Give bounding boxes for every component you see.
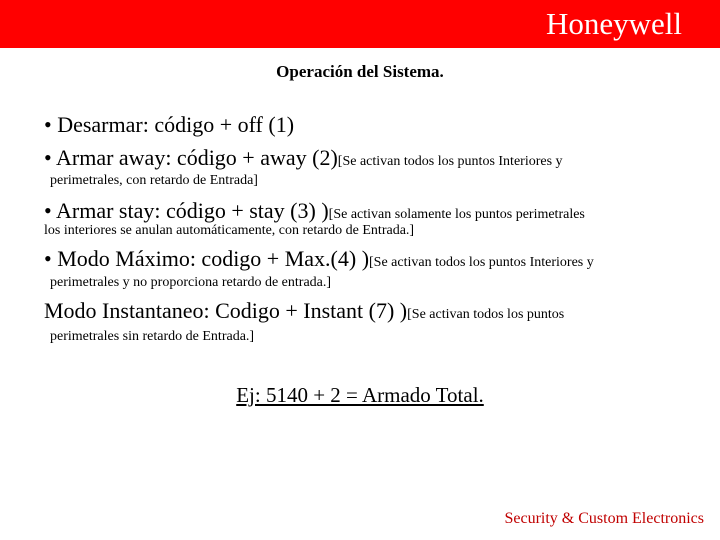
- item-note: [Se activan solamente los puntos perimetrales: [328, 207, 585, 222]
- item-note-continuation: los interiores se anulan automáticamente, con retardo de Entrada.]: [44, 223, 415, 238]
- item-main-text: Modo Instantaneo: Codigo + Instant (7) ): [44, 298, 408, 323]
- item-note-continuation: perimetrales sin retardo de Entrada.]: [50, 329, 255, 344]
- list-item-arm-away: [44, 145, 563, 171]
- list-item-instant-mode: [44, 298, 564, 324]
- slide-title: Operación del Sistema.: [276, 62, 444, 81]
- example-text: Ej: 5140 + 2 = Armado Total.: [236, 383, 484, 407]
- item-note: [Se activan todos los puntos: [407, 307, 565, 322]
- item-note-continuation: perimetrales, con retardo de Entrada]: [50, 173, 258, 188]
- list-item-arm-stay: [44, 198, 585, 224]
- item-note: [Se activan todos los puntos Interiores y: [337, 154, 563, 169]
- header-bar: [0, 0, 720, 48]
- list-item-max-mode: [44, 246, 594, 272]
- list-item-disarm: [44, 112, 294, 138]
- item-main-text: • Modo Máximo: codigo + Max.(4) ): [44, 246, 370, 271]
- item-note: [Se activan todos los puntos Interiores y: [369, 255, 594, 270]
- item-main-text: • Armar stay: código + stay (3) ): [44, 198, 329, 223]
- item-main-text: • Armar away: código + away (2): [44, 145, 338, 170]
- item-main-text: • Desarmar: código + off (1): [44, 112, 295, 137]
- item-note-continuation: perimetrales y no proporciona retardo de entrada.]: [50, 275, 332, 290]
- footer-text: Security & Custom Electronics: [504, 510, 704, 527]
- brand-logo-text: Honeywell: [545, 6, 682, 41]
